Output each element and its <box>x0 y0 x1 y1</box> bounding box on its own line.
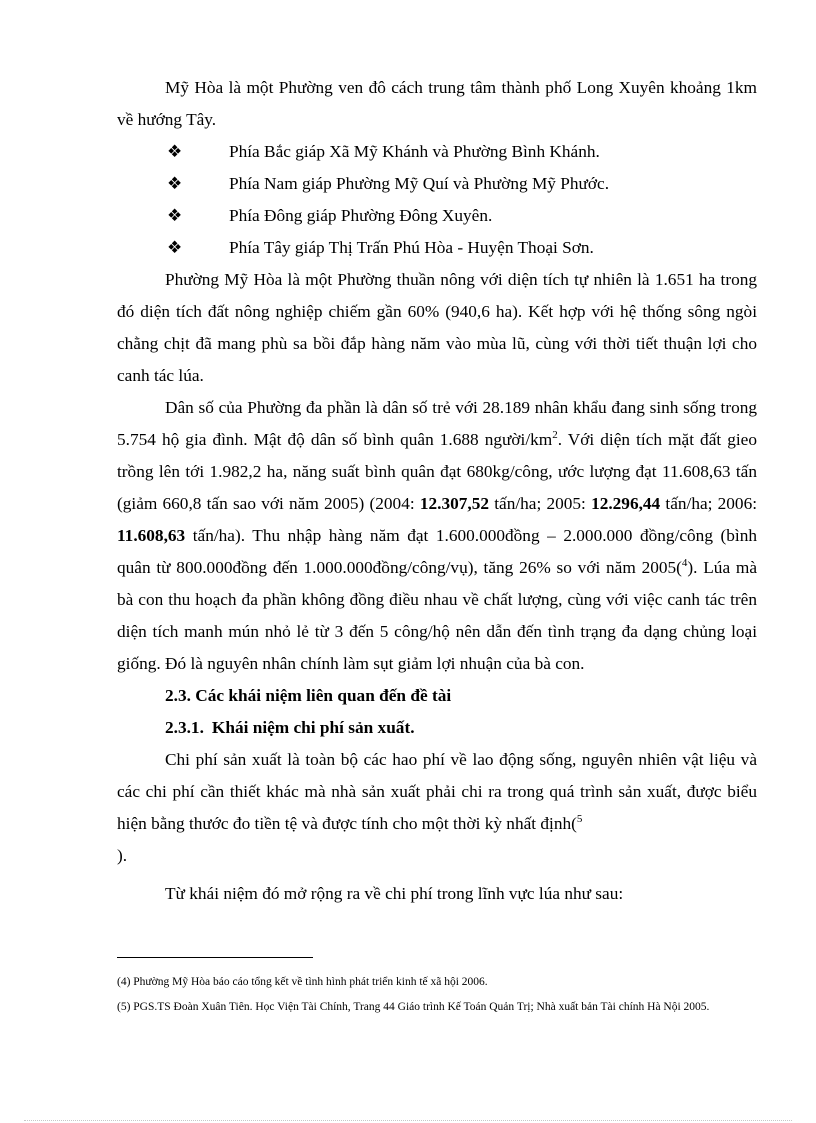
list-item: ❖ Phía Bắc giáp Xã Mỹ Khánh và Phường Bình Khánh. <box>117 136 757 168</box>
footnote: (5) PGS.TS Đoàn Xuân Tiên. Học Viện Tài Chính, Trang 44 Giáo trình Kế Toán Quản Trị; Nhà xuất bản Tài chính Hà Nội 2005. <box>117 1001 710 1013</box>
diamond-bullet-icon: ❖ <box>167 142 183 161</box>
section-heading-2-3-1: 2.3.1. Khái niệm chi phí sản xuất. <box>165 718 415 737</box>
intro-paragraph: Mỹ Hòa là một Phường ven đô cách trung tâm thành phố Long Xuyên khoảng 1km về hướng Tây. <box>117 78 757 129</box>
list-item: ❖ Phía Nam giáp Phường Mỹ Quí và Phường Mỹ Phước. <box>117 168 757 200</box>
cost-definition-paragraph: Chi phí sản xuất là toàn bộ các hao phí về lao động sống, nguyên nhiên vật liệu và các chi phí cần thiết khác mà nhà sản xuất phải chi ra trong quá trình sản xuất, được biểu hiện bằng thước đo tiền tệ và được tính cho một thời kỳ nhất định($^5$ ). <box>117 750 757 865</box>
border-list <box>117 136 757 264</box>
main-text <box>117 72 757 910</box>
list-item: ❖ Phía Đông giáp Phường Đông Xuyên. <box>117 200 757 232</box>
diamond-bullet-icon: ❖ <box>167 238 183 257</box>
section-heading-2-3: 2.3. Các khái niệm liên quan đến đề tài <box>165 686 452 705</box>
extension-paragraph: Từ khái niệm đó mở rộng ra về chi phí trong lĩnh vực lúa như sau: <box>165 884 624 903</box>
diamond-bullet-icon: ❖ <box>167 174 183 193</box>
diamond-bullet-icon: ❖ <box>167 206 183 225</box>
footnote-separator <box>117 957 313 958</box>
population-paragraph: Dân số của Phường đa phần là dân số trẻ với 28.189 nhân khẩu đang sinh sống trong 5.754 hộ gia đình. Mật độ dân số bình quân 1.688 người/$km^2$. Với diện tích mặt đất gieo trồng lên tới 1.982,2 ha, năng suất bình quân đạt 680kg/công, ước lượng đạt 11.608,63 tấn (giảm 660,8 tấn sao với năm 2005) (2004: 12.307,52 tấn/ha; 2005: 12.296,44 tấn/ha; 2006: 11.608,63 tấn/ha). Thu nhập hàng năm đạt 1.600.000đồng – 2.000.000 đồng/công (bình quân từ 800.000đồng đến 1.000.000đồng/công/vụ), tăng 26% so với năm 2005($^4$). Lúa mà bà con thu hoạch đa phần không đồng điều nhau về chất lượng, cùng với việc canh tác trên diện tích manh mún nhỏ lẻ từ 3 đến 5 công/hộ nên dẫn đến tình trạng đa dạng chủng loại giống. Đó là nguyên nhân chính làm sụt giảm lợi nhuận của bà con. <box>117 398 758 673</box>
page-bottom-border <box>24 1120 792 1121</box>
list-item: ❖ Phía Tây giáp Thị Trấn Phú Hòa - Huyện Thoại Sơn. <box>117 232 757 264</box>
agriculture-paragraph: Phường Mỹ Hòa là một Phường thuần nông với diện tích tự nhiên là 1.651 ha trong đó diện tích đất nông nghiệp chiếm gần 60% (940,6 ha). Kết hợp với hệ thống sông ngòi chằng chịt đã mang phù sa bồi đắp hàng năm vào mùa lũ, cùng với thời tiết thuận lợi cho canh tác lúa. <box>117 270 757 385</box>
footnote: (4) Phường Mỹ Hòa báo cáo tổng kết về tình hình phát triển kinh tế xã hội 2006. <box>117 976 488 988</box>
footnotes <box>117 975 757 1025</box>
